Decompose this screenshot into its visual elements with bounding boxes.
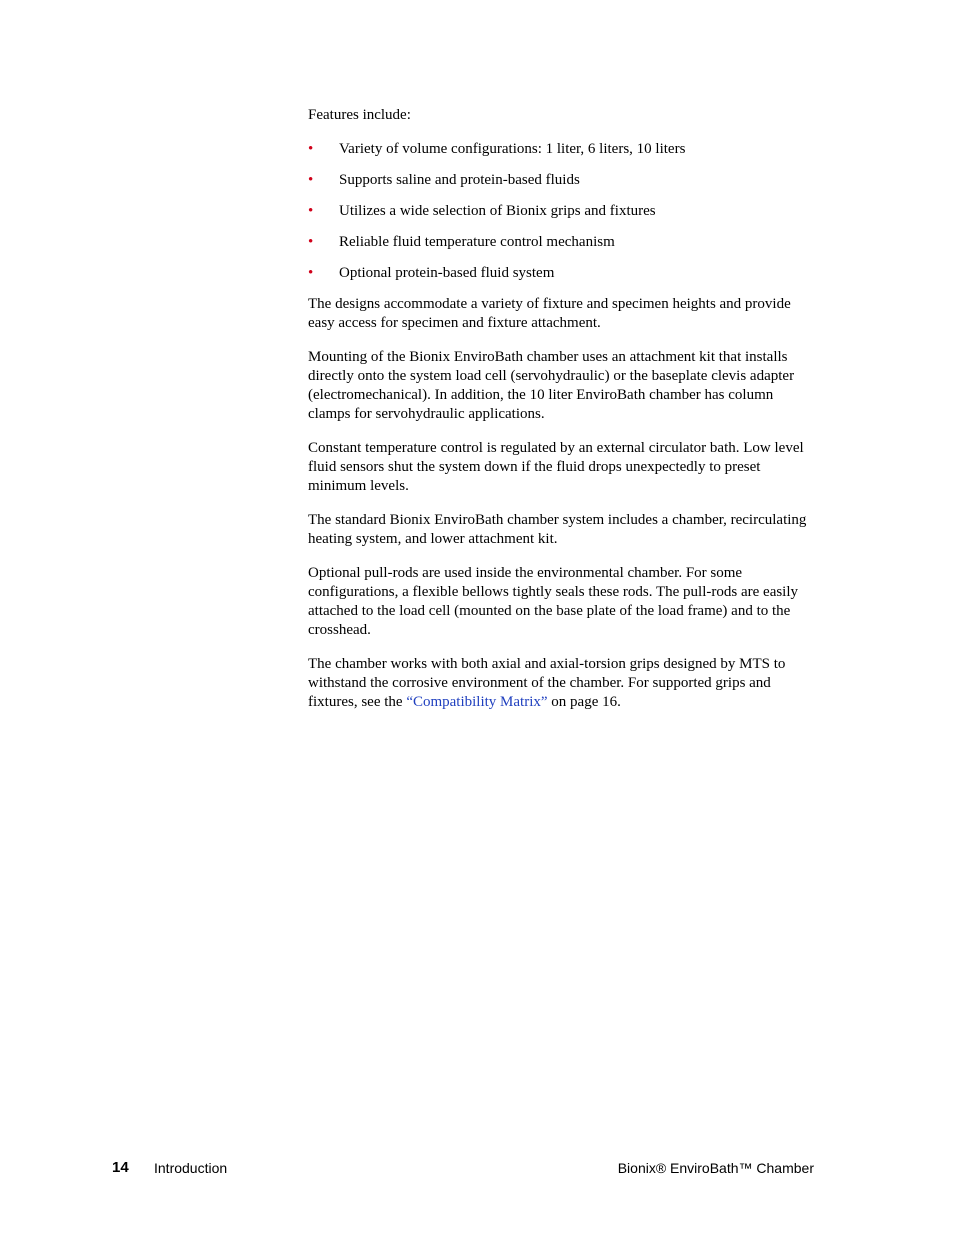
feature-text: Reliable fluid temperature control mechanism [339, 234, 615, 250]
feature-text: Optional protein-based fluid system [339, 265, 555, 281]
paragraph-temperature-control: Constant temperature control is regulated by an external circulator bath. Low level fluid sensors shut the system down if the fluid drops unexpectedly to preset minimum levels. [308, 440, 804, 494]
list-item [308, 202, 818, 221]
grips-text-after: on page 16. [547, 694, 621, 710]
page-footer [112, 1158, 814, 1178]
bullet-icon: • [308, 203, 314, 219]
compatibility-matrix-link[interactable]: “Compatibility Matrix” [406, 694, 548, 710]
paragraph-designs: The designs accommodate a variety of fixture and specimen heights and provide easy access for specimen and fixture attachment. [308, 296, 791, 331]
paragraph-grips [308, 655, 818, 712]
list-item [308, 171, 818, 190]
feature-text: Supports saline and protein-based fluids [339, 172, 580, 188]
bullet-icon: • [308, 141, 314, 157]
feature-text: Utilizes a wide selection of Bionix grips and fixtures [339, 203, 656, 219]
feature-text: Variety of volume configurations: 1 liter, 6 liters, 10 liters [339, 141, 686, 157]
paragraph-pull-rods: Optional pull-rods are used inside the environmental chamber. For some configurations, a flexible bellows tightly seals these rods. The pull-rods are easily attached to the load cell (mounted on the base plate of the load frame) and to the crosshead. [308, 565, 799, 638]
features-intro: Features include: [308, 107, 411, 123]
paragraph-mounting: Mounting of the Bionix EnviroBath chamber uses an attachment kit that installs directly onto the system load cell (servohydraulic) or the baseplate clevis adapter (electromechanical). In addition, the 10 liter EnviroBath chamber has column clamps for servohydraulic applications. [308, 349, 795, 422]
footer-document-title: Bionix® EnviroBath™ Chamber [617, 1160, 814, 1176]
bullet-icon: • [308, 265, 314, 281]
footer-section-name: Introduction [154, 1160, 228, 1176]
bullet-icon: • [308, 172, 314, 188]
list-item [308, 233, 818, 252]
page-content [308, 106, 818, 727]
grips-text-before: The chamber works with both axial and axial-torsion grips designed by MTS to withstand the corrosive environment of the chamber. For supported grips and fixtures, see the [308, 656, 786, 710]
features-list [308, 140, 818, 283]
page-number: 14 [112, 1159, 129, 1176]
list-item [308, 140, 818, 159]
list-item [308, 264, 818, 283]
bullet-icon: • [308, 234, 314, 250]
paragraph-standard-system: The standard Bionix EnviroBath chamber system includes a chamber, recirculating heating system, and lower attachment kit. [308, 512, 807, 547]
